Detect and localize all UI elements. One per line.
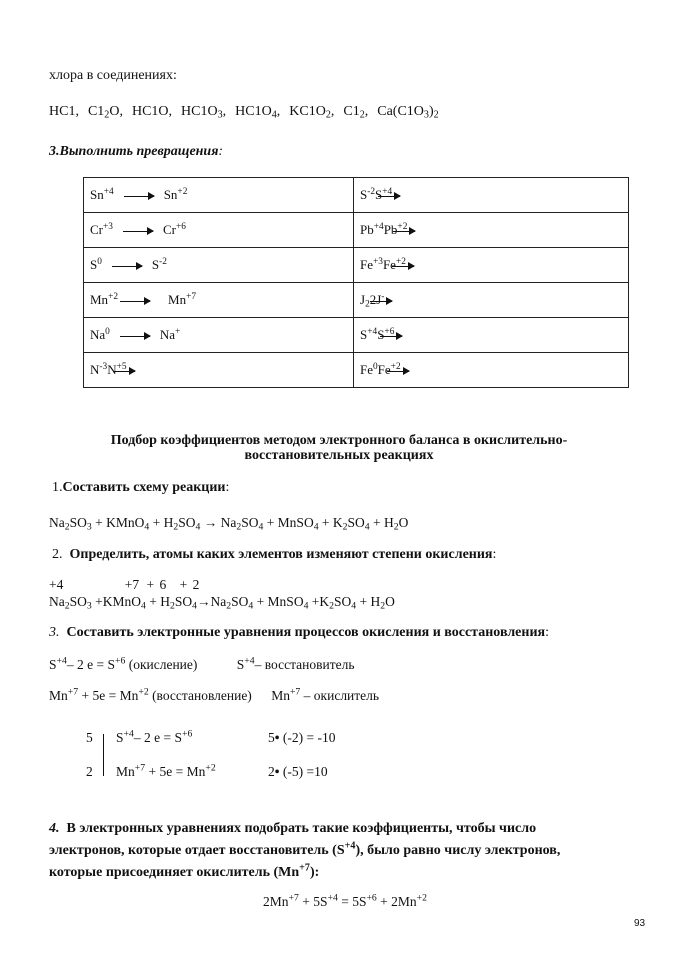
balance-eq-1-element: S — [116, 730, 124, 745]
left-from-3: $S^0$ — [90, 256, 102, 272]
balance-eq-2 — [116, 764, 216, 780]
intro-line: хлора в соединениях: — [49, 68, 177, 83]
step1-heading — [52, 480, 229, 496]
right-from-5: $S^{+4}$ — [360, 326, 378, 342]
compound-3: HC1O, — [131, 104, 173, 119]
final-eq-a: 2Mn — [263, 894, 289, 909]
step4-line2-sup: +4 — [344, 840, 356, 852]
balance-divider — [103, 734, 104, 776]
left-to-1: $Sn^{+2}$ — [163, 186, 188, 202]
balance-calc-2-b: (-5) =10 — [282, 764, 328, 779]
right-to-3: $Fe^{+2}$ — [382, 256, 406, 272]
left-from-1: $Sn^{+4}$ — [90, 186, 114, 202]
right-from-4: $J_2$ — [360, 292, 370, 310]
ox-state-s: +4 — [49, 577, 64, 592]
ox-plus-1: + — [146, 577, 155, 592]
reaction-with-states — [49, 594, 395, 610]
balance-row-1 — [86, 728, 336, 746]
red-eq-sup1: +7 — [67, 686, 79, 698]
right-to-2: $Pb^{+2}$ — [383, 221, 408, 237]
compound-5: $HC1O_4$, — [235, 104, 281, 121]
arrow-icon — [392, 266, 414, 267]
balance-eq-1-mid: – 2 e = S — [133, 730, 182, 745]
compound-8: $Ca(C1O_3)_2$ — [377, 104, 439, 121]
final-equation — [263, 894, 427, 910]
transformation-right — [354, 248, 629, 283]
left-from-4: $Mn^{+2}$ — [90, 291, 119, 307]
ox-plus-2: + — [179, 577, 188, 592]
compound-1: HC1, — [49, 104, 79, 119]
arrow-icon — [113, 371, 135, 372]
final-eq-c-sup: +6 — [366, 892, 377, 904]
balance-calc-1 — [268, 730, 335, 746]
ox-state-mn-new: 2 — [192, 577, 200, 592]
transformation-right — [354, 178, 629, 213]
transformation-right — [354, 213, 629, 248]
oxidation-equation — [49, 657, 355, 673]
red-eq-sup2: +2 — [138, 686, 149, 698]
reaction-scheme-text: $Na_2SO_3$ + KMnO$_4$ + $H_2SO_4 \to Na_2SO_4$ + MnSO$_4$ + $K_2SO_4 + H_2O$ — [49, 515, 409, 533]
right-to-5: $S^{+6}$ — [377, 326, 395, 342]
final-eq-b-sup: +4 — [327, 892, 338, 904]
balance-calc-2 — [268, 764, 328, 780]
transformation-right — [354, 353, 629, 388]
balance-eq-1-sup2: +6 — [181, 728, 193, 740]
ox-eq-element: S — [49, 657, 57, 672]
balance-coef-1: 5 — [86, 730, 93, 745]
table-row — [84, 248, 629, 283]
arrow-icon — [112, 266, 142, 267]
transformation-right — [354, 283, 629, 318]
step3-heading — [49, 625, 549, 641]
table-row — [84, 178, 629, 213]
red-eq-element: Mn — [49, 688, 68, 703]
red-eq-role-element: Mn — [271, 688, 290, 703]
step4-line3a: которые присоединяет окислитель (Mn — [49, 865, 300, 880]
ox-eq-role-sup: +4 — [244, 655, 255, 667]
step2-heading — [52, 547, 496, 563]
final-eq-d: + 2Mn — [376, 894, 417, 909]
left-to-6: $N^{+5}$ — [107, 361, 127, 377]
red-eq-mid: + 5e = Mn — [78, 688, 139, 703]
ox-state-mn: +7 — [124, 577, 140, 592]
right-from-6: Fe$^0$ — [360, 361, 378, 377]
section-title-line1: Подбор коэффициентов методом электронного баланса в окислительно- — [110, 433, 568, 448]
balance-eq-2-mid: + 5e = Mn — [145, 764, 206, 779]
compound-2: $C1_2O$, — [87, 104, 123, 121]
step4-number: 4. — [49, 821, 60, 836]
transformation-left — [84, 178, 354, 213]
left-to-3: $S^{-2}$ — [151, 256, 167, 272]
arrow-icon — [393, 231, 415, 232]
final-eq-d-sup: +2 — [416, 892, 428, 904]
task3-title — [49, 144, 223, 160]
balance-eq-2-sup2: +2 — [205, 762, 216, 774]
balance-coef-2: 2 — [86, 764, 93, 779]
step3-title: Составить электронные уравнения процессов окисления и восстановления — [66, 625, 546, 640]
transformation-left — [84, 248, 354, 283]
balance-eq-2-element: Mn — [116, 764, 135, 779]
step4-line2b: ), было равно числу электронов, — [355, 843, 561, 858]
reaction-scheme — [49, 515, 408, 531]
ox-eq-role-element: S — [236, 657, 245, 672]
step4-line1 — [49, 818, 560, 840]
left-to-2: $Cr^{+6}$ — [162, 221, 186, 237]
arrow-icon — [123, 231, 153, 232]
section-title — [0, 433, 678, 463]
final-eq-c: = 5S — [337, 894, 367, 909]
right-to-6: $Fe^{+2}$ — [377, 361, 401, 377]
final-eq-a-sup: +7 — [288, 892, 299, 904]
step2-number: 2. — [52, 547, 63, 562]
step1-number: 1. — [52, 480, 63, 495]
step4-line2 — [49, 840, 560, 862]
left-from-6: $N^{-3}$ — [90, 361, 108, 377]
oxidation-states-row — [49, 577, 199, 593]
balance-eq-1-sup1: +4 — [123, 728, 134, 740]
step1-colon: : — [225, 480, 230, 495]
task3-colon: : — [218, 144, 224, 159]
red-eq-role: – окислитель — [300, 688, 380, 703]
step2-colon: : — [492, 547, 497, 562]
transformation-left — [84, 318, 354, 353]
task3-title-text: 3.Выполнить превращения — [49, 144, 219, 159]
ox-eq-label: (окисление) — [125, 657, 198, 672]
arrow-icon — [120, 301, 150, 302]
ox-eq-role: – восстановитель — [254, 657, 355, 672]
compound-7: $C1_2$, — [343, 104, 369, 121]
arrow-icon — [370, 301, 392, 302]
reaction-with-states-text: $Na_2SO_3$ +KMnO$_4$ + $H_2SO_4\to Na_2SO_4$ + MnSO$_4$ $+K_2SO_4 + H_2O$ — [49, 594, 395, 612]
right-from-3: $Fe^{+3}$ — [360, 256, 383, 272]
multiply-dot-1: • — [274, 730, 280, 745]
arrow-icon — [380, 336, 402, 337]
step4-line3b: ): — [309, 865, 320, 880]
transformation-right — [354, 318, 629, 353]
left-from-5: Na$^0$ — [90, 326, 110, 342]
table-row — [84, 283, 629, 318]
right-from-2: $Pb^{+4}$ — [360, 221, 384, 237]
arrow-icon — [387, 371, 409, 372]
compound-6: $KC1O_2$, — [289, 104, 335, 121]
arrow-icon — [378, 196, 400, 197]
balance-calc-1-a: 5 — [268, 730, 275, 745]
final-eq-b: + 5S — [298, 894, 328, 909]
left-to-5: Na+ — [159, 326, 181, 342]
ox-eq-sup2: +6 — [114, 655, 126, 667]
right-to-4: 2J- — [369, 291, 385, 307]
transformation-left — [84, 283, 354, 318]
step1-title: Составить схему реакции — [62, 480, 226, 495]
step4-line1-text: В электронных уравнениях подобрать такие коэффициенты, чтобы число — [66, 821, 537, 836]
ox-state-s-new: 6 — [159, 577, 167, 592]
right-to-1: $S^{+4}$ — [375, 186, 393, 202]
balance-eq-1 — [116, 730, 192, 746]
section-title-line2: восстановительных реакциях — [244, 448, 434, 463]
ox-eq-sup1: +4 — [56, 655, 67, 667]
step4-text — [49, 818, 560, 884]
step4-line2a: электронов, которые отдает восстановитель (S — [49, 843, 345, 858]
table-row — [84, 353, 629, 388]
compound-list — [49, 104, 448, 120]
balance-calc-2-a: 2 — [268, 764, 275, 779]
arrow-icon — [124, 196, 154, 197]
table-row — [84, 213, 629, 248]
table-row — [84, 318, 629, 353]
step4-line3 — [49, 862, 560, 884]
transformation-left — [84, 353, 354, 388]
transformations-table — [83, 177, 629, 388]
balance-eq-2-sup1: +7 — [134, 762, 146, 774]
balance-calc-1-b: (-2) = -10 — [282, 730, 336, 745]
red-eq-role-sup: +7 — [289, 686, 301, 698]
page-number: 93 — [634, 918, 646, 929]
step4-line3-sup: +7 — [299, 862, 310, 874]
multiply-dot-2: • — [274, 764, 280, 779]
right-from-1: $S^{-2}$ — [360, 186, 376, 202]
compound-4: $HC1O_3$, — [181, 104, 227, 121]
left-from-2: $Cr^{+3}$ — [90, 221, 113, 237]
reduction-equation — [49, 688, 379, 704]
step3-number: 3. — [49, 625, 60, 640]
step2-title: Определить, атомы каких элементов изменяют степени окисления — [69, 547, 493, 562]
red-eq-label: (восстановление) — [148, 688, 252, 703]
arrow-icon — [120, 336, 150, 337]
balance-row-2 — [86, 762, 328, 780]
ox-eq-mid: – 2 e = S — [66, 657, 115, 672]
step3-colon: : — [545, 625, 549, 640]
transformation-left — [84, 213, 354, 248]
left-to-4: $Mn^{+7}$ — [168, 291, 197, 307]
